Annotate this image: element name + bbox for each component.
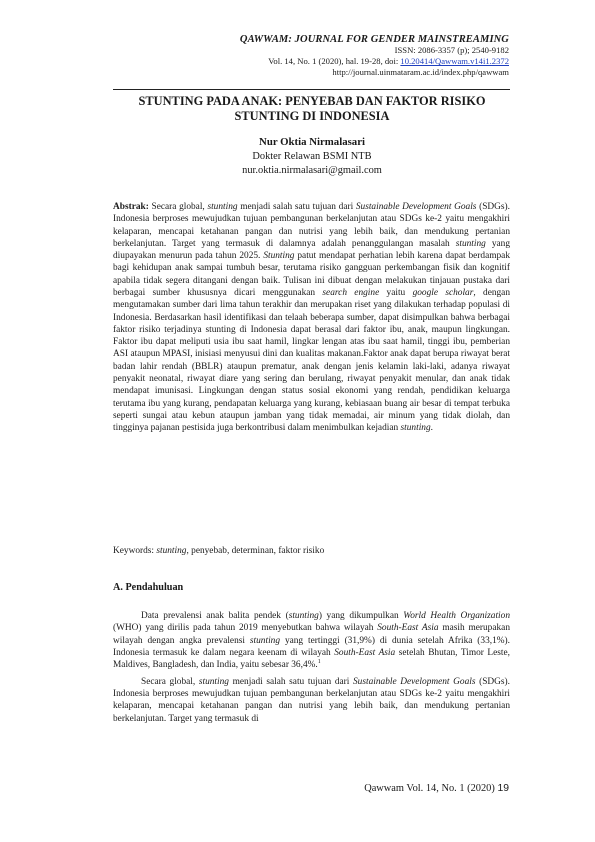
- abstract-italic: stunting: [207, 202, 238, 212]
- body-span: Data prevalensi anak balita pendek (: [141, 611, 289, 621]
- body-italic: stunting: [249, 635, 281, 646]
- footnote-ref[interactable]: 1: [317, 659, 321, 666]
- journal-name: QAWWAM: JOURNAL FOR GENDER MAINSTREAMING: [239, 34, 509, 45]
- title-line-2: STUNTING DI INDONESIA: [234, 109, 390, 123]
- footer-journal: Qawwam Vol. 14, No. 1 (2020): [364, 783, 498, 794]
- body-span: yang tertinggi (31,9%) di dunia setelah Afrika (33,1%). Indonesia termasuk ke dalam negara keenam di wilayah: [113, 635, 510, 658]
- journal-url[interactable]: http://journal.uinmataram.ac.id/index.php/qawwam: [332, 67, 509, 77]
- body-span: (SDGs). Indonesia berproses mewujudkan tujuan pembangunan berkelanjutan atau SDGs ke-2 yaitu mengakhiri kelaparan, mencapai ketahanan pangan dan nutrisi yang lebih baik, dan mendukung pertanian berkelanjutan. Target yang termasuk di: [113, 676, 511, 724]
- body-span: setelah Bhutan, Timor Leste, Maldives, Bangladesh, dan India, yaitu sebesar 36,4%.: [113, 647, 510, 671]
- body-italic: World Health Organization: [403, 611, 510, 621]
- paragraph-1: [113, 610, 510, 671]
- body-span: masih merupakan wilayah dengan angka prevalensi: [113, 623, 510, 646]
- keywords-list: , penyebab, determinan, faktor risiko: [186, 546, 325, 556]
- section-heading: A. Pendahuluan: [113, 582, 184, 593]
- abstract: [113, 201, 510, 434]
- abstract-italic: Stunting: [263, 251, 295, 262]
- body-text: [113, 610, 510, 730]
- abstract-text: menjadi salah satu tujuan dari: [237, 202, 356, 212]
- body-span: Secara global,: [141, 676, 199, 687]
- abstract-text: .: [430, 423, 433, 434]
- body-italic: Sustainable Development Goals: [353, 676, 476, 687]
- body-italic: South-East Asia: [334, 647, 396, 658]
- page-footer: [364, 783, 509, 794]
- abstract-text: Secara global,: [148, 202, 208, 212]
- journal-header: [240, 34, 509, 78]
- paragraph-2: [113, 676, 510, 725]
- body-span: ) yang dikumpulkan: [318, 611, 404, 621]
- body-italic: South-East Asia: [377, 623, 439, 634]
- body-span: menjadi salah satu tujuan dari: [228, 676, 353, 687]
- page-number: 19: [497, 783, 509, 794]
- abstract-italic: stunting: [400, 423, 431, 434]
- journal-issn: ISSN: 2086-3357 (p); 2540-9182: [394, 45, 509, 55]
- author-email: nur.oktia.nirmalasari@gmail.com: [242, 164, 382, 176]
- abstract-text: yaitu: [379, 287, 413, 298]
- keywords-label: Keywords:: [113, 546, 157, 556]
- abstract-text: patut mendapat perhatian lebih karena dapat berdampak bagi kehidupan anak sampai tumbuh besar, terutama risiko gangguan perkembangan fisik dan kognitif apabila tidak segera ditangani dengan baik. Tulisan ini dibuat dengan melakukan tinjauan pustaka dari berbagai sumber khususnya dicari menggunakan: [113, 251, 510, 298]
- author-name: Nur Oktia Nirmalasari: [259, 136, 365, 148]
- doi-link[interactable]: 10.20414/Qawwam.v14i1.2372: [400, 56, 509, 66]
- abstract-text: (SDGs). Indonesia berproses mewujudkan tujuan pembangunan berkelanjutan atau SDGs ke-2 yaitu mengakhiri kelaparan, mencapai ketahanan pangan dan nutrisi yang lebih baik, dan mendukung pertanian berkelanjutan. Target yang termasuk di dalamnya adalah penanggulangan masalah: [113, 202, 510, 249]
- abstract-label: Abstrak:: [113, 202, 149, 212]
- header-divider: [113, 89, 510, 90]
- title-line-1: STUNTING PADA ANAK: PENYEBAB DAN FAKTOR RISIKO: [138, 94, 486, 108]
- abstract-italic: Sustainable Development Goals: [355, 202, 477, 212]
- keyword-italic: stunting: [156, 546, 187, 556]
- abstract-text: yang diupayakan menurun pada tahun 2025.: [113, 238, 510, 262]
- author-affiliation: Dokter Relawan BSMI NTB: [252, 151, 372, 162]
- volume-text: Vol. 14, No. 1 (2020), hal. 19-28, doi:: [268, 56, 401, 66]
- body-italic: stunting: [198, 676, 229, 687]
- journal-volume: [240, 56, 509, 67]
- abstract-italic: stunting: [455, 238, 486, 249]
- abstract-text: , dengan mengutamakan sumber dari lima tahun terakhir dan merupakan riset yang dilakukan terhadap populasi di Indonesia. Berdasarkan hasil identifikasi dan telaah beberapa sumber, dapat disimpulkan bahwa berbagai faktor risiko terjadinya stunting di Indonesia dapat berasal dari faktor ibu, anak, maupun lingkungan. Faktor ibu dapat meliputi usia ibu saat hamil, lingkar lengan atas ibu saat hamil, tinggi ibu, pemberian ASI ataupun MPASI, inisiasi menyusui dini dan kualitas makanan.Faktor anak dapat berupa riwayat berat badan lahir rendah (BBLR) ataupun prematur, anak dengan jenis kelamin laki-laki, adanya riwayat penyakit neonatal, riwayat diare yang sering dan berulang, riwayat penyakit menular, dan anak tidak mendapat imunisasi. Lingkungan dengan status sosial ekonomi yang rendah, pendidikan keluarga terutama ibu yang kurang, pendapatan keluarga yang kurang, kebiasaan buang air besar di tempat terbuka seperti sungai atau kebun ataupun jamban yang tidak memadai, air minum yang tidak diolah, dan tingginya pajanan pestisida juga berkontribusi dalam menimbulkan kejadian: [113, 287, 511, 434]
- abstract-italic: search engine: [322, 287, 380, 298]
- body-span: (WHO) yang dirilis pada tahun 2019 menyebutkan bahwa wilayah: [113, 623, 378, 634]
- body-italic: stunting: [288, 611, 319, 621]
- article-title: [100, 94, 524, 124]
- keywords: [113, 545, 510, 557]
- author-info: [100, 150, 524, 177]
- abstract-italic: google scholar: [412, 287, 474, 298]
